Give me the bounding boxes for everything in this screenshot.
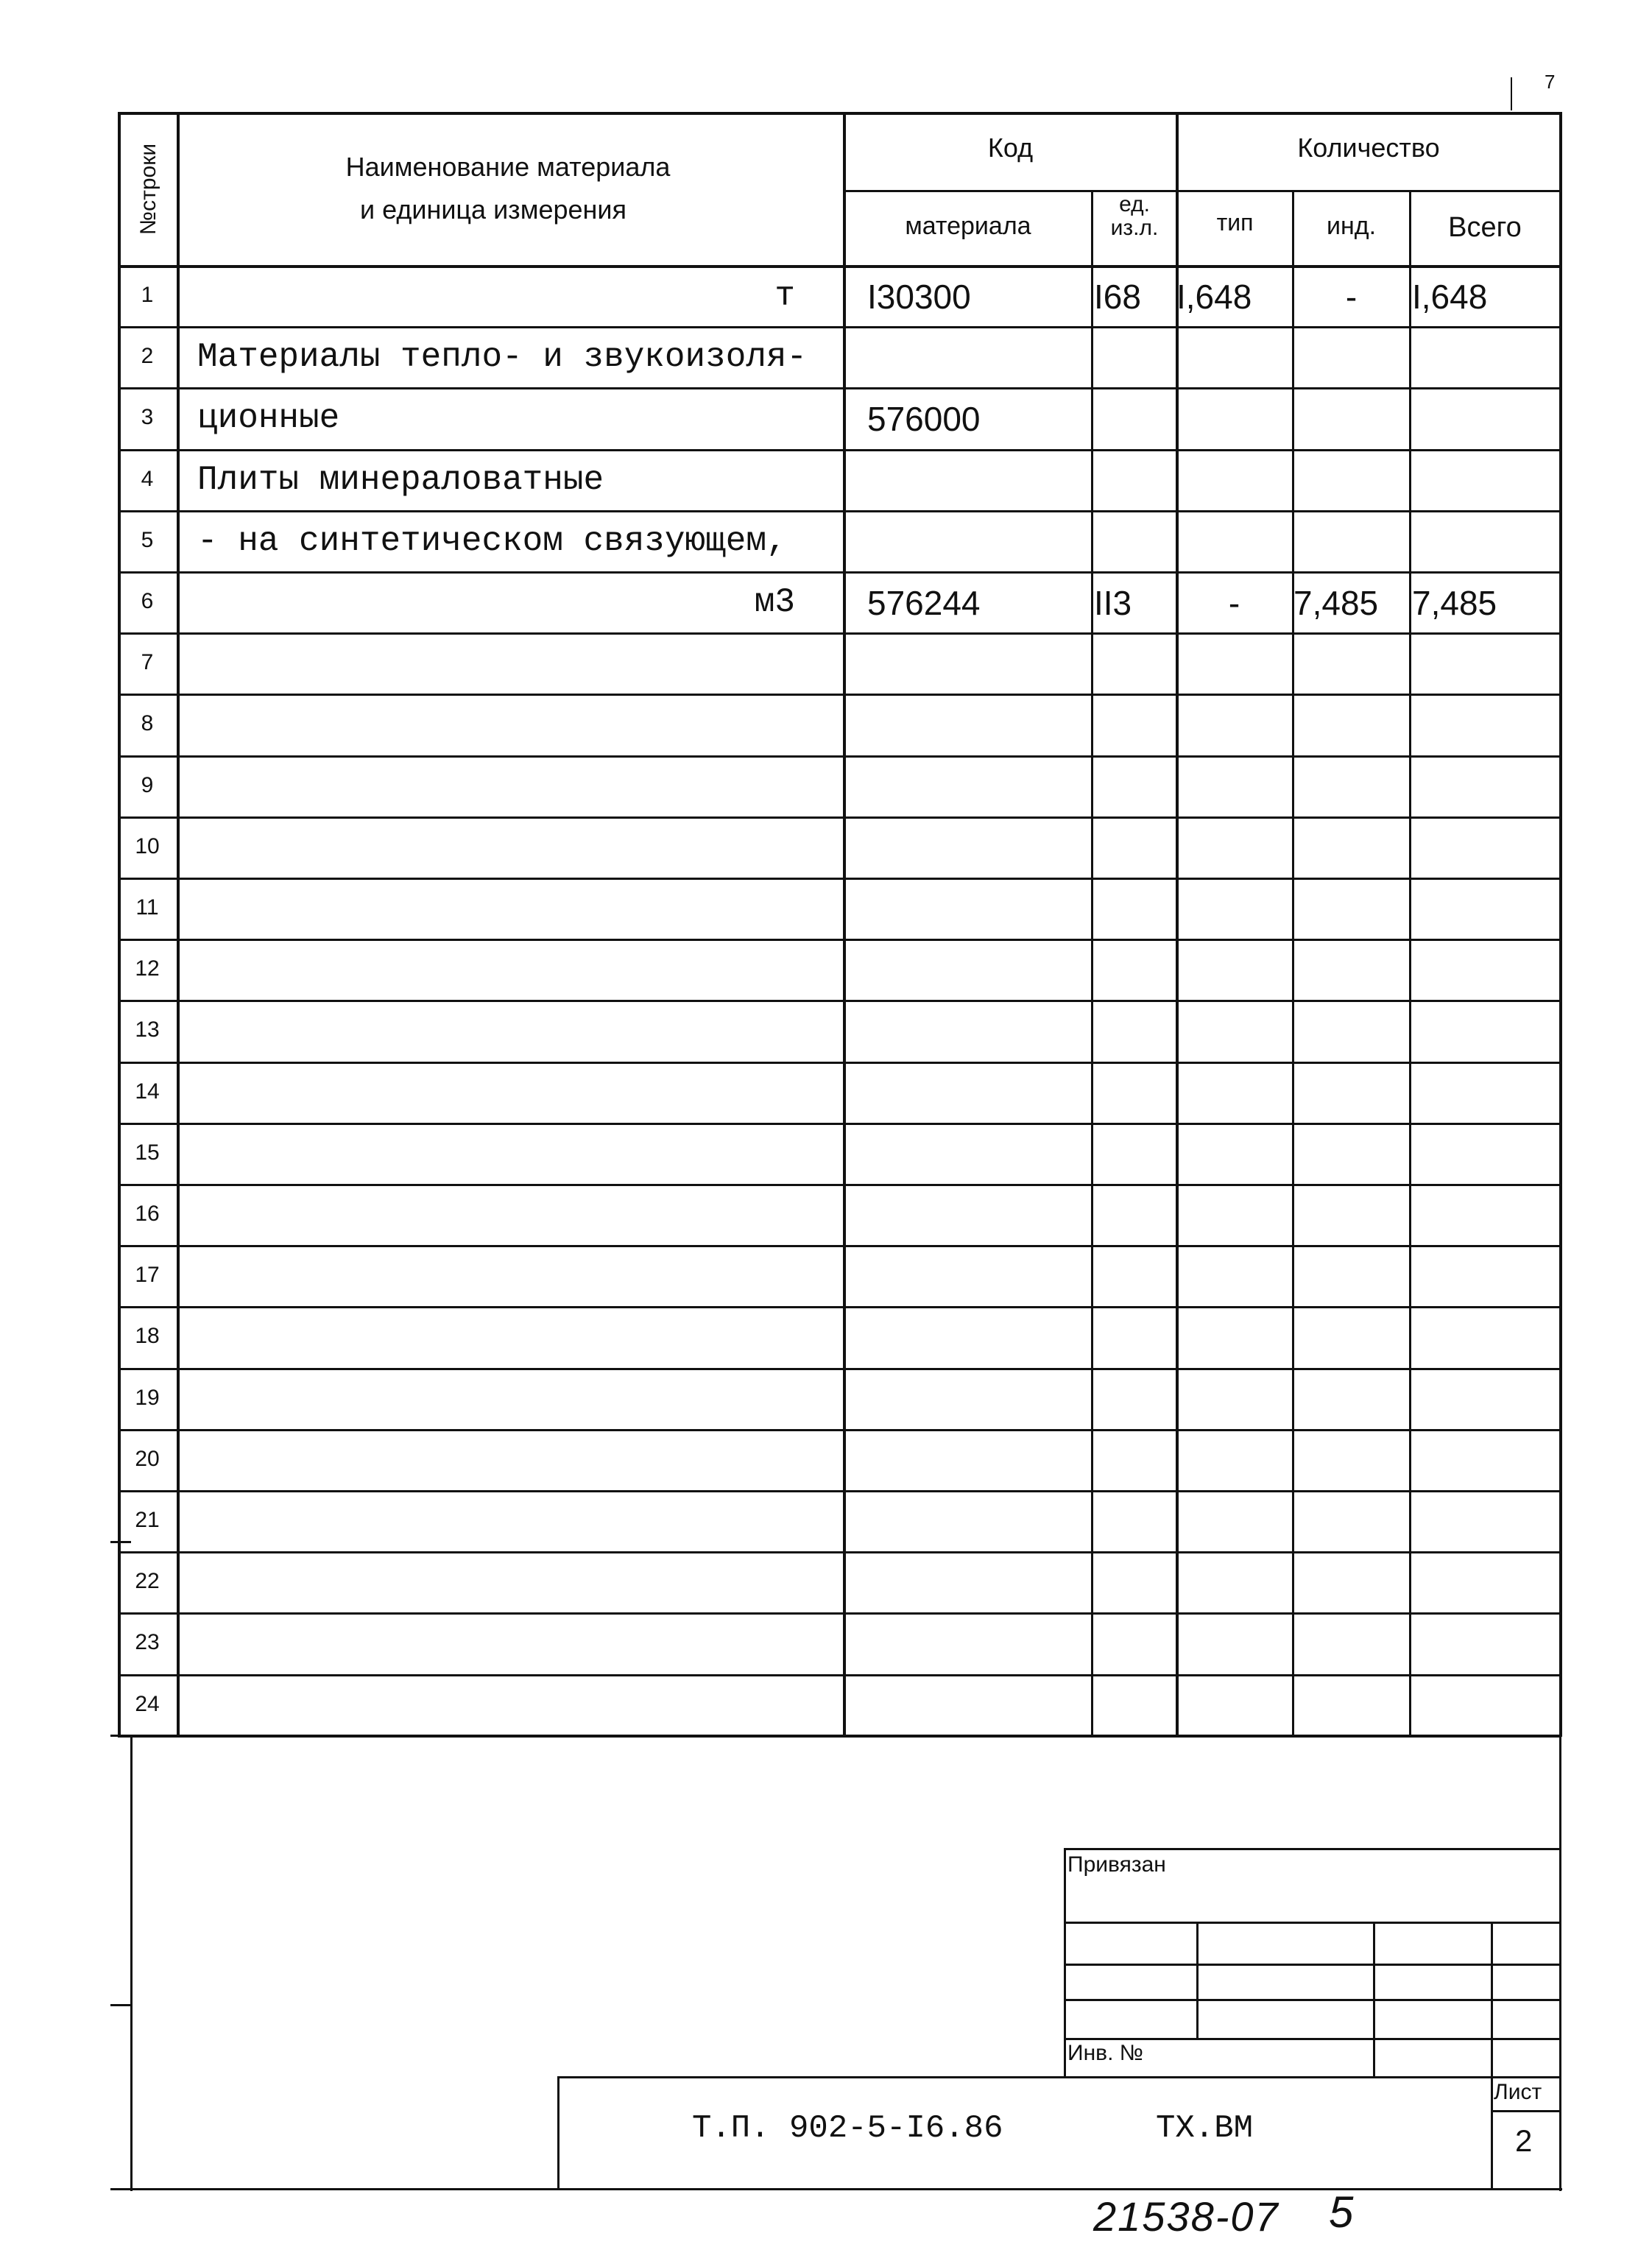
col-code-divider [1091, 190, 1093, 1735]
stamp-grid-col-2 [1373, 1922, 1375, 2076]
stamp-left-line [1064, 1848, 1066, 2076]
header-qty-total: Всего [1448, 212, 1522, 243]
header-name-line2: и единица измерения [359, 194, 626, 225]
row-line [118, 1123, 1561, 1125]
row-line [118, 1000, 1561, 1002]
row-line [118, 326, 1561, 328]
row-name: - на синтетическом связующем, [197, 521, 787, 560]
row-line [118, 571, 1561, 574]
row-qty-total: 7,485 [1412, 584, 1497, 622]
row-number: 2 [141, 344, 154, 369]
row-number: 10 [135, 833, 160, 858]
row-name: Плиты минераловатные [197, 460, 604, 499]
row-number: 23 [135, 1630, 160, 1655]
row-number: 13 [135, 1017, 160, 1043]
row-line [118, 1612, 1561, 1615]
row-line [118, 1245, 1561, 1247]
row-qty-ind: - [1345, 278, 1358, 316]
col-type-divider [1292, 190, 1294, 1735]
row-name: Материалы тепло- и звукоизоля- [197, 338, 808, 377]
handwritten-page: 5 [1329, 2187, 1354, 2237]
row-line [118, 1674, 1561, 1676]
row-number: 15 [135, 1140, 160, 1165]
header-qty-ind: инд. [1326, 212, 1377, 240]
row-number: 14 [135, 1079, 160, 1104]
row-qty-total: I,648 [1412, 278, 1488, 316]
row-name: ционные [197, 399, 340, 438]
row-number: 22 [135, 1569, 160, 1594]
row-line [118, 1429, 1561, 1431]
stamp-privyazan: Привязан [1067, 1852, 1166, 1877]
header-row-number: №строки [136, 143, 160, 236]
sheet-box-left [1491, 2076, 1493, 2188]
row-number: 9 [141, 772, 154, 797]
row-line [118, 939, 1561, 941]
row-unit-code: II3 [1094, 584, 1132, 622]
row-unit: т [774, 277, 795, 315]
header-qty-type: тип [1216, 209, 1254, 236]
row-unit: м3 [754, 583, 795, 621]
row-number: 16 [135, 1202, 160, 1226]
table-top-border [118, 112, 1561, 115]
row-number: 21 [135, 1508, 160, 1532]
row-number: 6 [141, 589, 154, 613]
row-code: I30300 [867, 278, 971, 316]
row-number: 12 [135, 956, 160, 981]
row-qty-ind: 7,485 [1293, 584, 1379, 622]
row-line [118, 387, 1561, 389]
header-code-unit: ед. из.л. [1110, 192, 1159, 240]
stamp-sheet-number: 2 [1515, 2123, 1533, 2158]
col-ind-divider [1409, 190, 1411, 1735]
stamp-grid-line-2 [1064, 1964, 1561, 1966]
row-number: 11 [135, 895, 159, 920]
stamp-grid-line-3 [1064, 1999, 1561, 2001]
row-qty-type: - [1228, 584, 1240, 622]
row-line [118, 1184, 1561, 1186]
row-line [118, 878, 1561, 880]
stamp-top-line [1064, 1848, 1561, 1850]
header-subgroup-line [843, 190, 1561, 192]
stamp-designation: Т.П. 902-5-I6.86 [692, 2110, 1003, 2147]
stamp-doc-code: ТХ.ВМ [1156, 2110, 1254, 2147]
row-line [118, 694, 1561, 696]
row-number: 17 [135, 1263, 160, 1288]
frame-separator-line [110, 1735, 1562, 1737]
row-line [118, 449, 1561, 451]
row-number: 5 [141, 527, 154, 552]
row-line [118, 632, 1561, 635]
header-code-material: материала [905, 212, 1031, 240]
row-line [118, 510, 1561, 512]
corner-tick [1511, 77, 1512, 110]
frame-right-lower [1559, 1735, 1561, 2191]
row-code: 576244 [867, 584, 981, 622]
row-number: 24 [135, 1691, 160, 1716]
header-bottom-line [118, 265, 1561, 268]
row-line [118, 1062, 1561, 1064]
row-number: 1 [141, 283, 154, 307]
row-qty-type: I,648 [1176, 278, 1252, 316]
sheet-box-divider [1491, 2110, 1561, 2112]
header-quantity-group: Количество [1297, 133, 1440, 163]
stamp-inv-no: Инв. № [1067, 2041, 1143, 2065]
corner-mark: 7 [1545, 71, 1556, 93]
row-line [118, 1490, 1561, 1492]
stamp-sheet-label: Лист [1494, 2080, 1542, 2104]
row-line [118, 755, 1561, 758]
row-number: 19 [135, 1385, 160, 1410]
stamp-grid-col-3 [1491, 1922, 1493, 2076]
row-number: 18 [135, 1324, 160, 1349]
row-line [118, 816, 1561, 819]
handwritten-number: 21538-07 [1093, 2193, 1279, 2240]
margin-tick-1 [110, 1541, 131, 1543]
margin-tick-2 [110, 2004, 131, 2006]
header-name-line1: Наименование материала [345, 152, 671, 182]
stamp-grid-line-4 [1064, 2038, 1561, 2040]
row-code: 576000 [867, 400, 981, 439]
row-line [118, 1368, 1561, 1370]
frame-left-lower [130, 1735, 133, 2191]
row-number: 8 [141, 711, 154, 736]
row-line [118, 1306, 1561, 1308]
header-code-group: Код [987, 133, 1034, 163]
designation-box-top [557, 2076, 1561, 2078]
row-number: 20 [135, 1446, 160, 1471]
row-unit-code: I68 [1094, 278, 1141, 316]
designation-box-left [557, 2076, 560, 2188]
row-number: 3 [141, 405, 154, 430]
row-line [118, 1551, 1561, 1553]
stamp-grid-line-1 [1064, 1922, 1561, 1924]
stamp-grid-col-1 [1196, 1922, 1199, 2038]
row-number: 7 [141, 650, 154, 675]
row-number: 4 [141, 466, 154, 491]
